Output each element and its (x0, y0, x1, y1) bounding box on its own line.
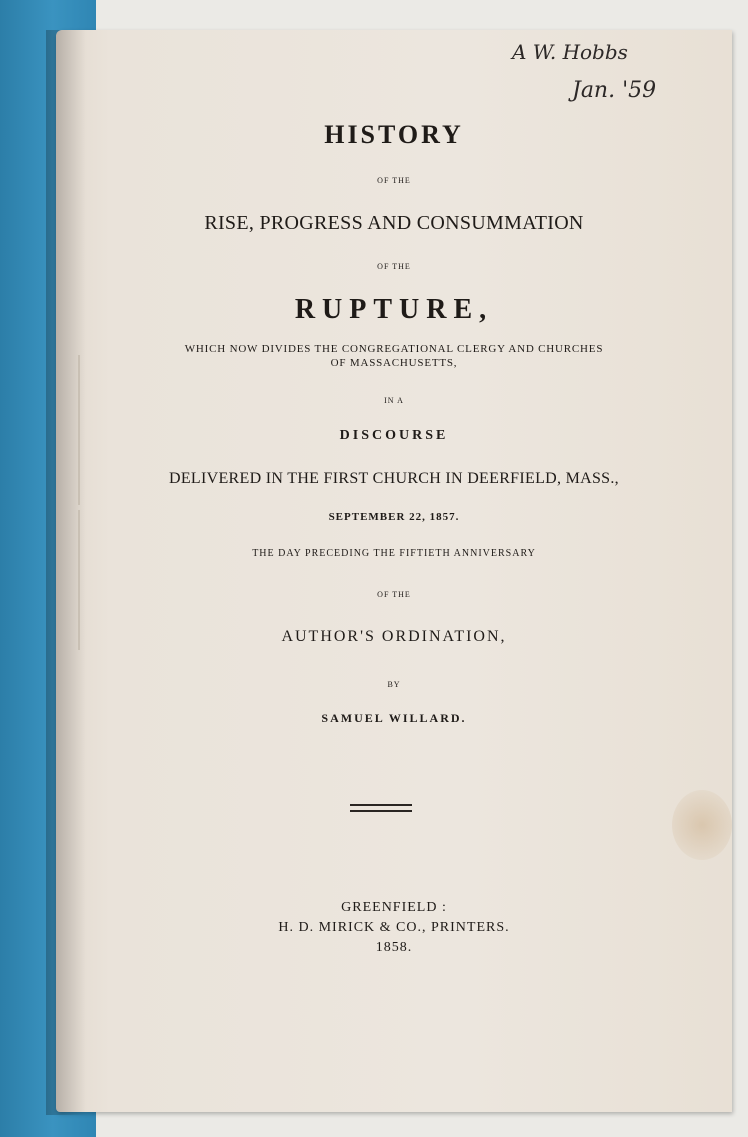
imprint-year: 1858. (375, 940, 413, 955)
title-rupture: RUPTURE, (294, 294, 494, 325)
by-line: BY (387, 680, 401, 689)
foxing-stain (672, 790, 732, 860)
day-preceding-line: THE DAY PRECEDING THE FIFTIETH ANNIVERSARY (252, 548, 536, 559)
of-the-3: OF THE (377, 590, 411, 599)
subtitle-line-2: OF MASSACHUSETTS, (330, 357, 458, 369)
title-rise: RISE, PROGRESS AND CONSUMMATION (204, 212, 584, 234)
of-the-2: OF THE (377, 262, 411, 271)
title-discourse: DISCOURSE (339, 428, 449, 443)
ordination-line: AUTHOR'S ORDINATION, (281, 628, 507, 645)
title-history: HISTORY (324, 120, 464, 149)
handwritten-name: A W. Hobbs (512, 40, 628, 64)
in-a: IN A (384, 396, 404, 405)
imprint-place: GREENFIELD : (341, 900, 447, 915)
author-name: SAMUEL WILLARD. (321, 711, 467, 725)
of-the-1: OF THE (377, 176, 411, 185)
delivered-line: DELIVERED IN THE FIRST CHURCH IN DEERFIELD, MASS., (169, 470, 619, 487)
subtitle-line-1: WHICH NOW DIVIDES THE CONGREGATIONAL CLERGY AND CHURCHES (184, 343, 604, 355)
handwritten-date: Jan. '59 (572, 78, 657, 103)
double-rule-bottom (350, 810, 412, 812)
double-rule-top (350, 804, 412, 806)
discourse-date: SEPTEMBER 22, 1857. (328, 511, 460, 523)
imprint-printer: H. D. MIRICK & CO., PRINTERS. (278, 920, 510, 935)
